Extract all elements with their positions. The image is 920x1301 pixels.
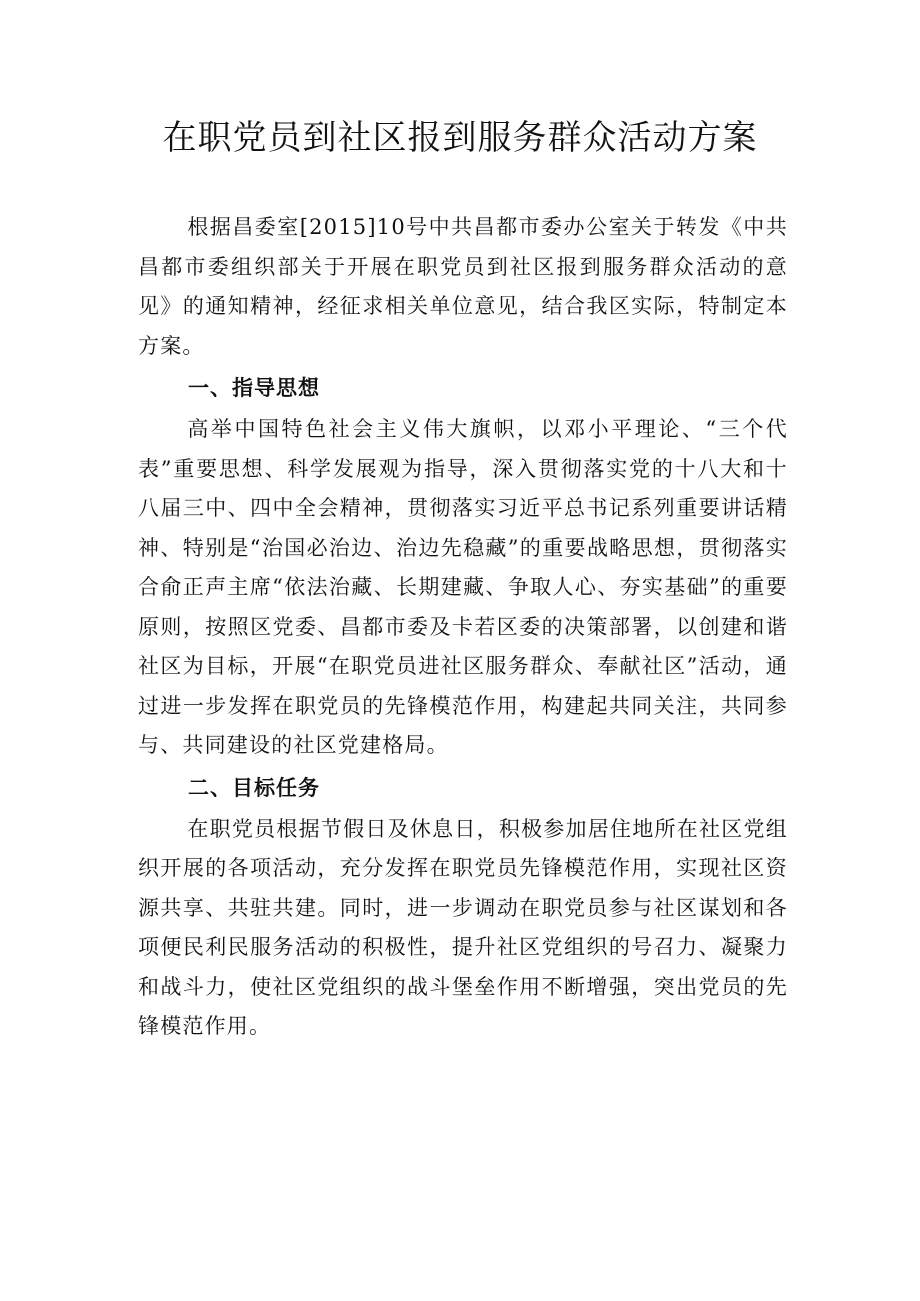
intro-paragraph: 根据昌委室[2015]10号中共昌都市委办公室关于转发《中共昌都市委组织部关于开展在职党员到社区报到服务群众活动的意见》的通知精神，经征求相关单位意见，结合我区实际，特制定本方案。 xyxy=(138,215,788,358)
section-body-objectives: 在职党员根据节假日及休息日，积极参加居住地所在社区党组织开展的各项活动，充分发挥在职党员先锋模范作用，实现社区资源共享、共驻共建。同时，进一步调动在职党员参与社区谋划和各项便民利民服务活动的积极性，提升社区党组织的号召力、凝聚力和战斗力，使社区党组织的战斗堡垒作用不断增强，突出党员的先锋模范作用。 xyxy=(138,816,788,1038)
document-title: 在职党员到社区报到服务群众活动方案 xyxy=(162,118,758,158)
section-heading-guiding-ideology: 一、指导思想 xyxy=(188,376,320,400)
document-body xyxy=(138,208,788,1047)
section-heading-objectives: 二、目标任务 xyxy=(188,775,320,800)
section-body-guiding-ideology: 高举中国特色社会主义伟大旗帜，以邓小平理论、“三个代表”重要思想、科学发展观为指导，深入贯彻落实党的十八大和十八届三中、四中全会精神，贯彻落实习近平总书记系列重要讲话精神、特别是“治国必治边、治边先稳藏”的重要战略思想，贯彻落实合俞正声主席“依法治藏、长期建藏、争取人心、夯实基础”的重要原则，按照区党委、昌都市委及卡若区委的决策部署，以创建和谐社区为目标，开展“在职党员进社区服务群众、奉献社区”活动，通过进一步发挥在职党员的先锋模范作用，构建起共同关注，共同参与、共同建设的社区党建格局。 xyxy=(138,417,788,757)
